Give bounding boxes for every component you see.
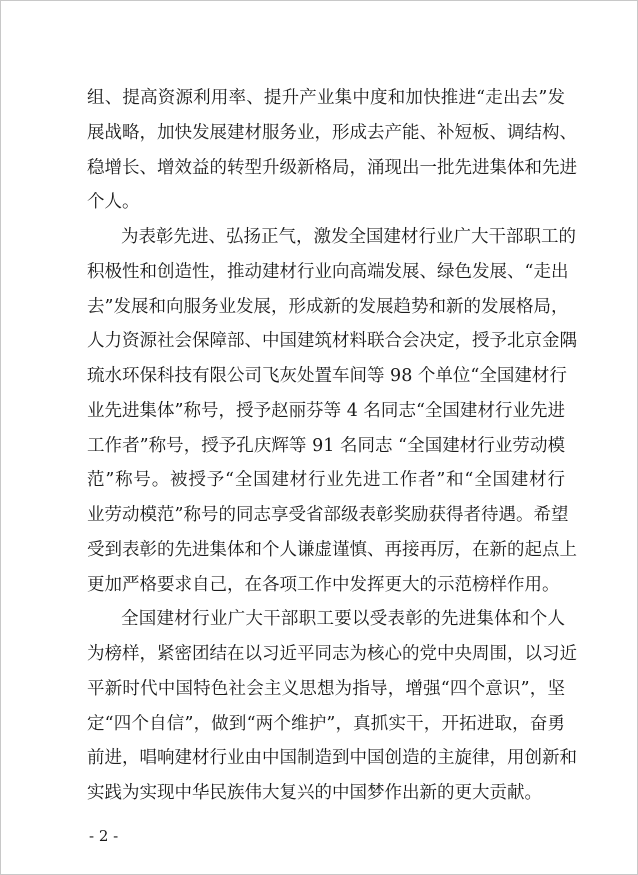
paragraph-line: 范”称号。被授予“全国建材行业先进工作者”和“全国建材行 xyxy=(87,470,565,491)
paragraph-line: 实践为实现中华民族伟大复兴的中国梦作出新的更大贡献。 xyxy=(87,783,542,803)
paragraph-line: 业劳动模范”称号的同志享受省部级表彰奖励获得者待遇。希望 xyxy=(87,505,569,525)
paragraph-line: 平新时代中国特色社会主义思想为指导，增强“四个意识”，坚 xyxy=(87,678,565,699)
paragraph-line: 积极性和创造性，推动建材行业向高端发展、绿色发展、“走出 xyxy=(87,261,569,282)
paragraph-line: 全国建材行业广大干部职工要以受表彰的先进集体和个人 xyxy=(121,609,565,630)
paragraph-line: 个人。 xyxy=(87,192,140,213)
paragraph-line: 琉水环保科技有限公司飞灰处置车间等 98 个单位“全国建材行 xyxy=(87,366,567,386)
paragraph-line: 业先进集体”称号，授予赵丽芬等 4 名同志“全国建材行业先进 xyxy=(87,400,565,421)
paragraph-line: 组、提高资源利用率、提升产业集中度和加快推进“走出去”发 xyxy=(87,88,565,108)
paragraph-line: 去”发展和向服务业发展，形成新的发展趋势和新的发展格局， xyxy=(87,296,569,317)
paragraph-line: 展战略，加快发展建材服务业，形成去产能、补短板、调结构、 xyxy=(87,122,577,143)
paragraph-line: 稳增长、增效益的转型升级新格局，涌现出一批先进集体和先进 xyxy=(87,157,577,178)
page-number: - 2 - xyxy=(89,827,119,845)
paragraph-line: 前进，唱响建材行业由中国制造到中国创造的主旋律，用创新和 xyxy=(87,748,577,769)
paragraph-line: 为榜样，紧密团结在以习近平同志为核心的党中央周围，以习近 xyxy=(87,644,577,664)
paragraph-line: 为表彰先进、弘扬正气，激发全国建材行业广大干部职工的 xyxy=(121,227,576,247)
paragraph-line: 人力资源社会保障部、中国建筑材料联合会决定，授予北京金隅 xyxy=(87,331,577,352)
paragraph-line: 工作者”称号，授予孔庆辉等 91 名同志 “全国建材行业劳动模 xyxy=(87,435,565,456)
paragraph-line: 定“四个自信”，做到“两个维护”，真抓实干，开拓进取，奋勇 xyxy=(87,713,565,734)
paragraph-line: 受到表彰的先进集体和个人谦虚谨慎、再接再厉，在新的起点上 xyxy=(87,539,577,560)
paragraph-line: 更加严格要求自己，在各项工作中发挥更大的示范榜样作用。 xyxy=(87,574,560,595)
